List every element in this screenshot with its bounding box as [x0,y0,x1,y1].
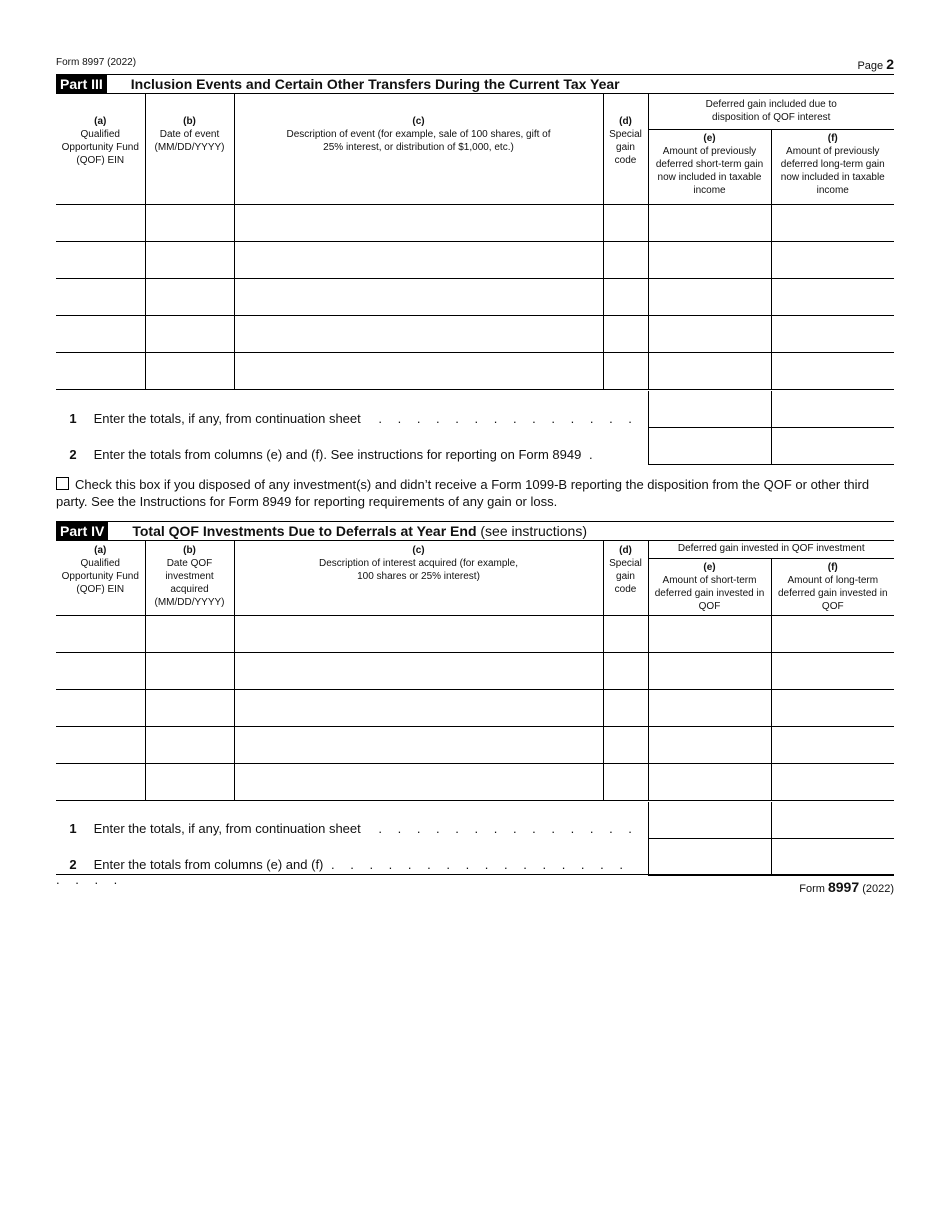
table-row [56,278,894,315]
part3-line1-text: Enter the totals, if any, from continuation sheet [93,411,361,426]
part4-row2-a-input[interactable] [56,652,145,689]
part3-row2-b-input[interactable] [145,241,234,278]
part4-row3-c-input[interactable] [234,689,603,726]
part3-line2-text: Enter the totals from columns (e) and (f). See instructions for reporting on Form 8949 [93,447,582,462]
part4-title: Total QOF Investments Due to Deferrals at Year End (see instructions) [132,523,587,539]
part3-line2-f-input[interactable] [771,428,894,464]
part3-row3-c-input[interactable] [234,278,603,315]
form-footer [799,879,894,895]
part4-line1-f-input[interactable] [771,802,894,838]
part3-row5-c-input[interactable] [234,352,603,389]
footer-year: (2022) [862,883,894,895]
part4-row1-d-input[interactable] [603,615,648,652]
table-row [56,763,894,800]
part4-col-d-header: (d) Special gain code [603,540,648,615]
page-indicator [857,56,894,72]
part4-row3-b-input[interactable] [145,689,234,726]
part3-row1-f-input[interactable] [771,204,894,241]
part4-row5-e-input[interactable] [648,763,771,800]
part4-line1-e-input[interactable] [648,802,771,838]
part4-group-header: Deferred gain invested in QOF investment [648,540,894,558]
part3-table [56,93,894,390]
part3-row2-e-input[interactable] [648,241,771,278]
part3-line1-dots: . . . . . . . . . . . . . . [378,411,638,426]
part4-line1: 1 Enter the totals, if any, from continuation sheet . . . . . . . . . . . . . . [69,821,638,836]
part3-row2-c-input[interactable] [234,241,603,278]
part4-line1-text: Enter the totals, if any, from continuation sheet [93,821,361,836]
part4-row5-a-input[interactable] [56,763,145,800]
part3-row5-b-input[interactable] [145,352,234,389]
part4-row2-b-input[interactable] [145,652,234,689]
part3-totals-boxes [648,391,894,465]
part4-row1-b-input[interactable] [145,615,234,652]
part3-row4-c-input[interactable] [234,315,603,352]
part4-col-c-header: (c) Description of interest acquired (for example, 100 shares or 25% interest) [234,540,603,615]
part4-row4-a-input[interactable] [56,726,145,763]
part4-line1-dots: . . . . . . . . . . . . . . [378,821,638,836]
part4-header [56,521,894,541]
part3-row4-b-input[interactable] [145,315,234,352]
part3-line2-dots: . [588,447,599,462]
part4-row3-e-input[interactable] [648,689,771,726]
part3-col-f-header: (f) Amount of previously deferred long-term gain now included in taxable income [771,129,894,204]
part3-row1-c-input[interactable] [234,204,603,241]
table-row [56,615,894,652]
footer-form-number: 8997 [827,879,860,895]
part4-row2-c-input[interactable] [234,652,603,689]
part3-row4-e-input[interactable] [648,315,771,352]
table-row [56,241,894,278]
part4-row4-d-input[interactable] [603,726,648,763]
part4-row1-f-input[interactable] [771,615,894,652]
part4-table [56,540,894,801]
part3-label: Part III [56,75,107,93]
part4-row4-b-input[interactable] [145,726,234,763]
part4-row2-d-input[interactable] [603,652,648,689]
part4-line2-e-input[interactable] [648,839,771,875]
table-row [56,652,894,689]
part4-row5-b-input[interactable] [145,763,234,800]
part3-row4-a-input[interactable] [56,315,145,352]
part4-row5-f-input[interactable] [771,763,894,800]
part4-row4-f-input[interactable] [771,726,894,763]
part4-row4-e-input[interactable] [648,726,771,763]
part4-line2-f-input[interactable] [771,839,894,875]
part4-col-b-header: (b) Date QOF investment acquired (MM/DD/YYYY) [145,540,234,615]
part4-totals-boxes [648,802,894,876]
table-row [56,726,894,763]
part3-row1-e-input[interactable] [648,204,771,241]
table-row [56,315,894,352]
part3-row1-a-input[interactable] [56,204,145,241]
part4-line2-dots: . . . . . . . . . . . . . . . . . . . . [56,857,629,887]
part4-row3-d-input[interactable] [603,689,648,726]
page-label: Page [857,60,884,72]
part3-header [56,74,894,94]
part4-label: Part IV [56,522,108,540]
bottom-rule [56,874,894,875]
disposition-checkbox-line [56,476,894,510]
table-row [56,352,894,389]
page-number: 2 [886,56,894,72]
table-row [56,204,894,241]
part3-row1-d-input[interactable] [603,204,648,241]
part3-row3-f-input[interactable] [771,278,894,315]
part4-line2: 2 Enter the totals from columns (e) and (f) . . . . . . . . . . . . . . . . . . . . [56,857,629,887]
part4-col-a-header: (a) Qualified Opportunity Fund (QOF) EIN [56,540,145,615]
part3-row2-d-input[interactable] [603,241,648,278]
part3-col-c-header: (c) Description of event (for example, sale of 100 shares, gift of 25% interest, or distribution of $1,000, etc.) [234,93,603,204]
part3-row3-a-input[interactable] [56,278,145,315]
part3-row5-a-input[interactable] [56,352,145,389]
part3-line2-e-input[interactable] [648,428,771,464]
part3-col-a-header: (a) Qualified Opportunity Fund (QOF) EIN [56,93,145,204]
part3-title: Inclusion Events and Certain Other Transfers During the Current Tax Year [130,76,620,92]
footer-form-word: Form [799,883,825,895]
part4-row3-f-input[interactable] [771,689,894,726]
part4-row3-a-input[interactable] [56,689,145,726]
part4-row1-e-input[interactable] [648,615,771,652]
part3-row5-d-input[interactable] [603,352,648,389]
part4-row2-e-input[interactable] [648,652,771,689]
part3-line1: 1 Enter the totals, if any, from continuation sheet . . . . . . . . . . . . . . [69,411,638,426]
part3-row3-d-input[interactable] [603,278,648,315]
part3-row2-f-input[interactable] [771,241,894,278]
part3-row3-e-input[interactable] [648,278,771,315]
part4-row2-f-input[interactable] [771,652,894,689]
no-1099b-checkbox[interactable] [56,477,69,490]
part4-row5-d-input[interactable] [603,763,648,800]
checkbox-text: Check this box if you disposed of any investment(s) and didn’t receive a Form 1099-B reporting the disposition from the QOF or other third party. See the Instructions for Form 8949 for reporting requirements of any gain or loss. [56,477,870,509]
part3-row1-b-input[interactable] [145,204,234,241]
part4-col-e-header: (e) Amount of short-term deferred gain invested in QOF [648,558,771,615]
part3-group-header: Deferred gain included due to disposition of QOF interest [648,93,894,129]
part4-row5-c-input[interactable] [234,763,603,800]
part3-line2: 2 Enter the totals from columns (e) and (f). See instructions for reporting on Form 8949 . [69,447,599,462]
part3-row3-b-input[interactable] [145,278,234,315]
part3-row4-f-input[interactable] [771,315,894,352]
part4-row1-c-input[interactable] [234,615,603,652]
part3-row5-e-input[interactable] [648,352,771,389]
part4-title-note: (see instructions) [480,523,587,539]
part3-col-b-header: (b) Date of event (MM/DD/YYYY) [145,93,234,204]
part4-row1-a-input[interactable] [56,615,145,652]
part3-col-d-header: (d) Special gain code [603,93,648,204]
part3-row4-d-input[interactable] [603,315,648,352]
part3-row2-a-input[interactable] [56,241,145,278]
part4-line2-text: Enter the totals from columns (e) and (f) [93,857,324,872]
part4-row4-c-input[interactable] [234,726,603,763]
part4-col-f-header: (f) Amount of long-term deferred gain invested in QOF [771,558,894,615]
part3-col-e-header: (e) Amount of previously deferred short-term gain now included in taxable income [648,129,771,204]
part3-line1-e-input[interactable] [648,391,771,427]
part3-row5-f-input[interactable] [771,352,894,389]
form-id: Form 8997 (2022) [56,57,137,68]
table-row [56,689,894,726]
part3-line1-f-input[interactable] [771,391,894,427]
